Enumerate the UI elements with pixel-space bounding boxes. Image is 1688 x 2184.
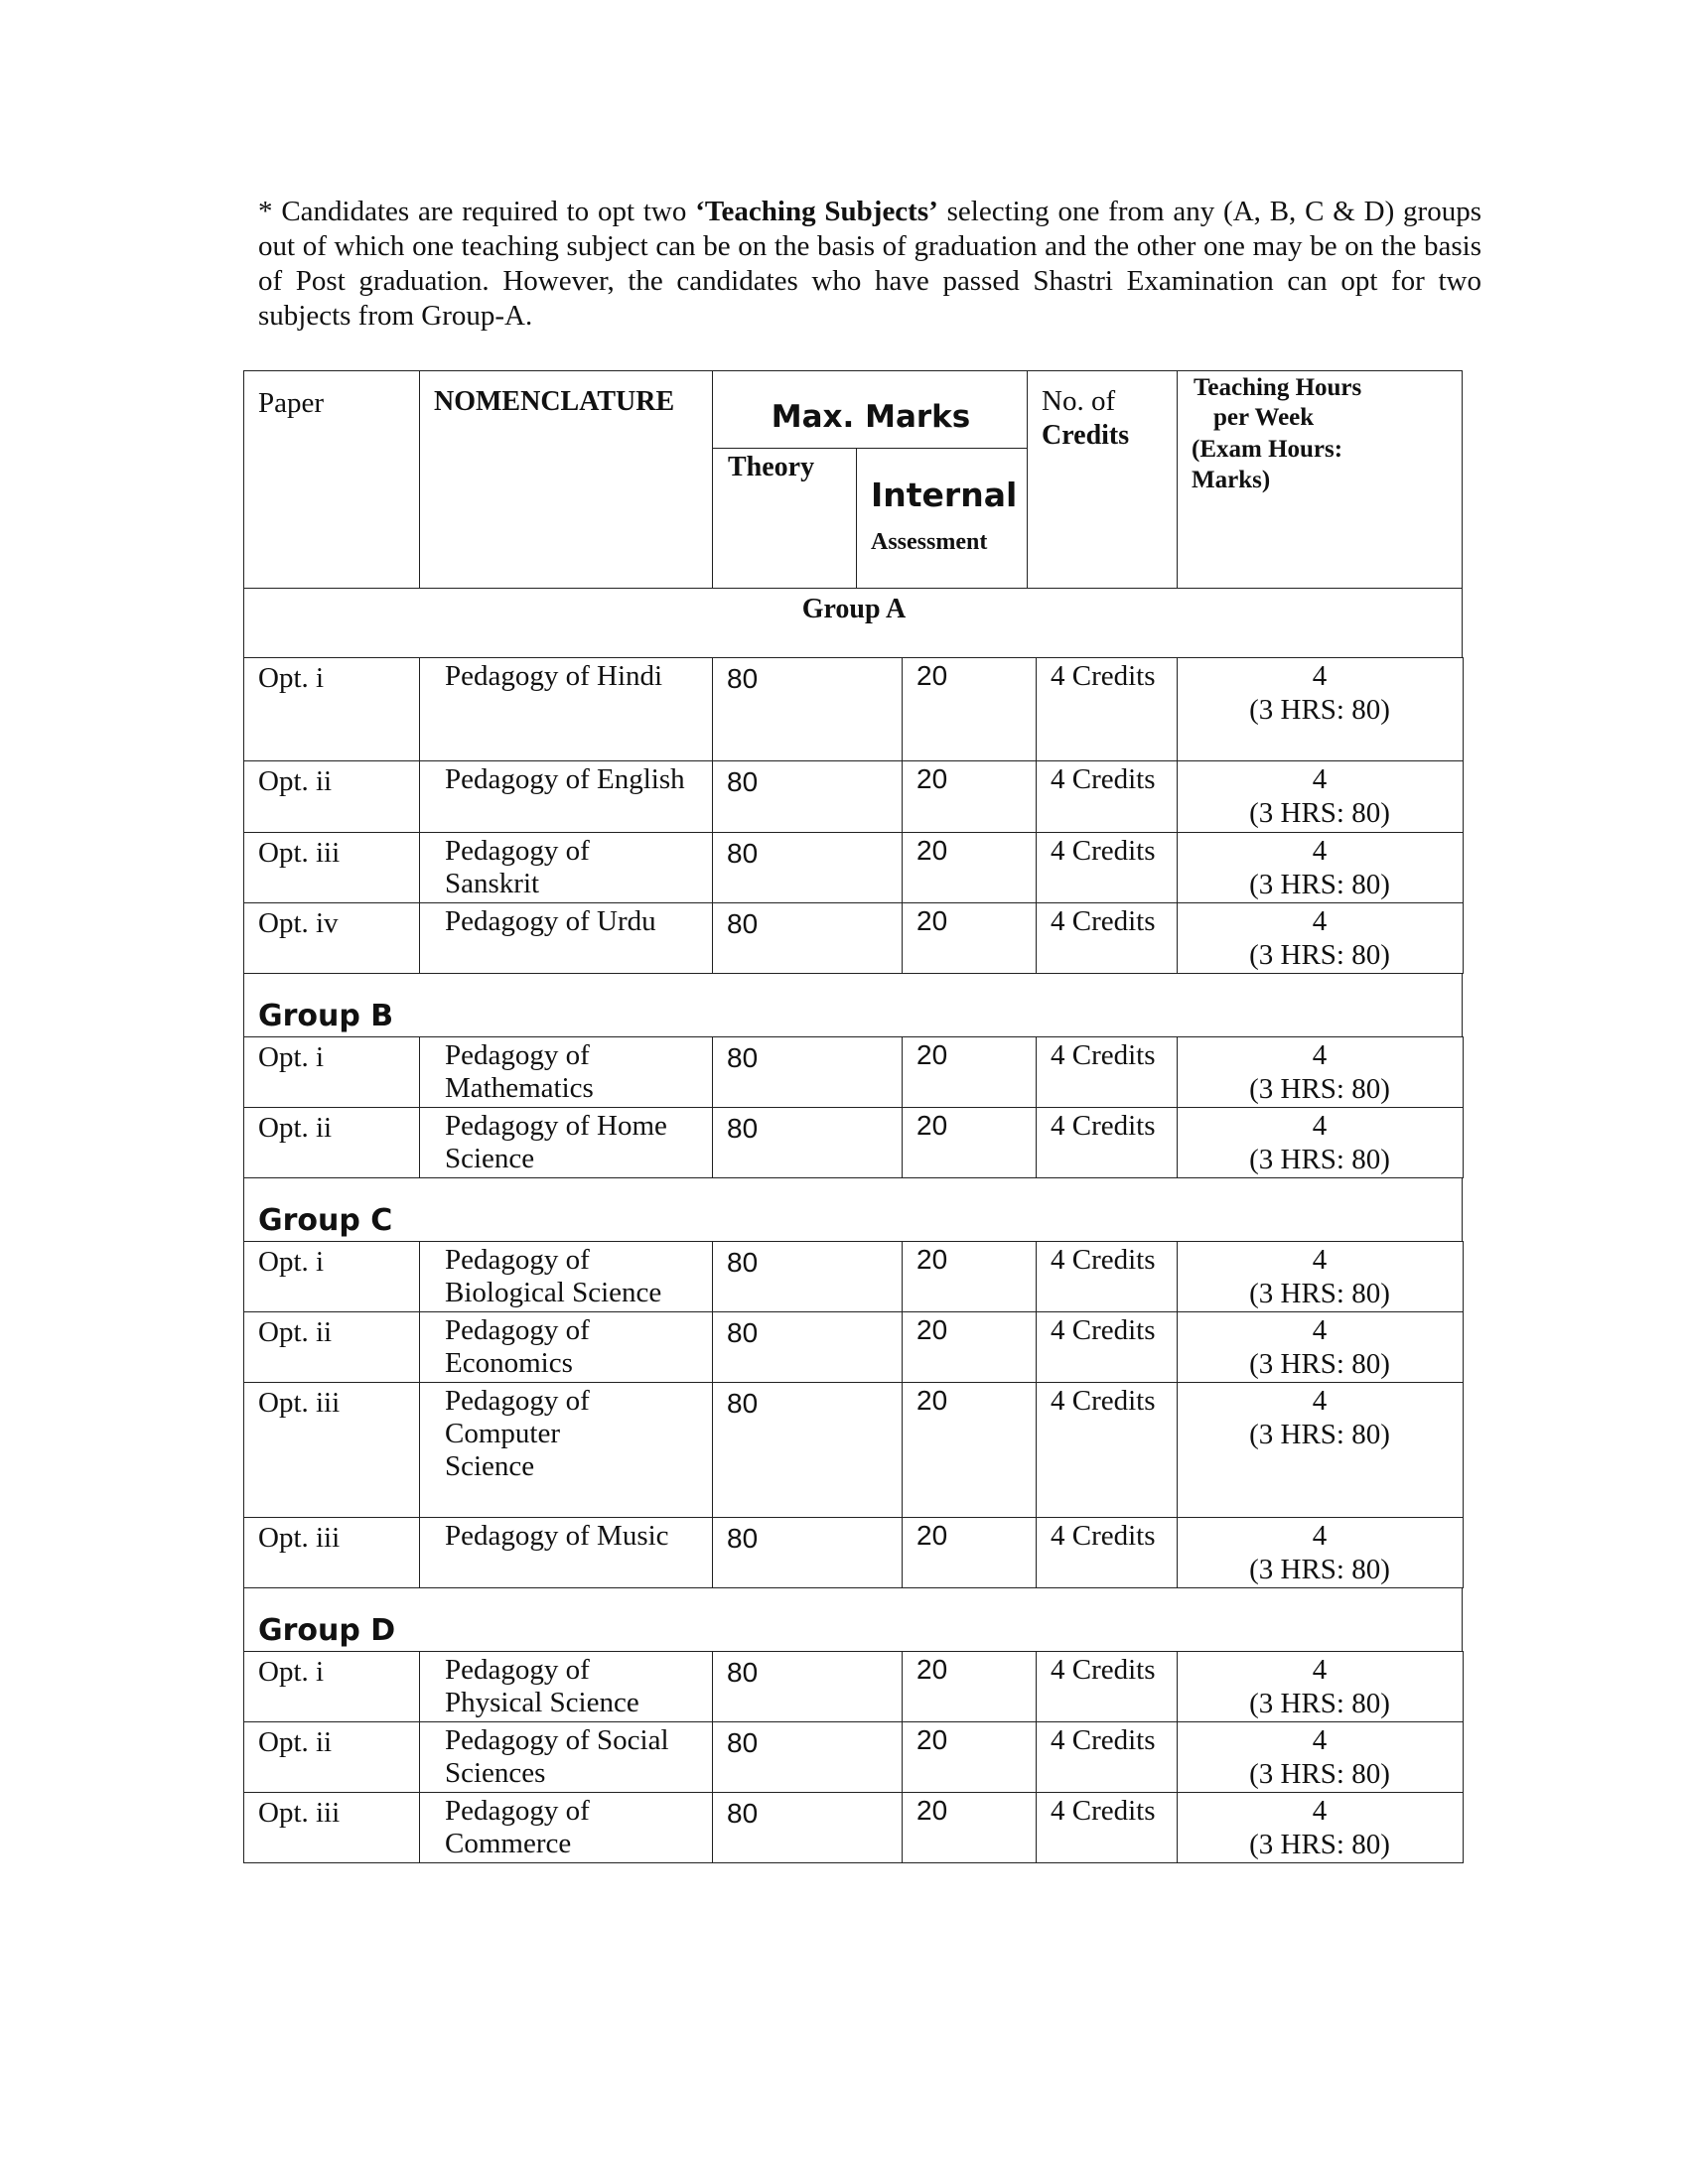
exam-hours: (3 HRS: 80) — [1249, 869, 1390, 900]
header-nomenclature: NOMENCLATURE — [434, 386, 675, 417]
teaching-hours: 4 — [1312, 905, 1328, 937]
credits-value: 4 Credits — [1051, 1654, 1156, 1686]
theory-marks: 80 — [727, 908, 759, 939]
nomenclature-line: Pedagogy of — [445, 1385, 590, 1417]
credits-value: 4 Credits — [1051, 835, 1156, 867]
nomenclature-line: Physical Science — [445, 1687, 639, 1718]
paper-code: Opt. iii — [258, 1797, 341, 1829]
paper-code: Opt. iii — [258, 837, 341, 869]
nomenclature-line: Computer — [445, 1418, 560, 1449]
teaching-hours: 4 — [1312, 1385, 1328, 1417]
nomenclature-line: Sanskrit — [445, 868, 540, 899]
paper-code: Opt. iii — [258, 1387, 341, 1419]
credits-value: 4 Credits — [1051, 905, 1156, 937]
group-label: Group B — [258, 999, 394, 1033]
header-theory: Theory — [728, 452, 815, 482]
theory-marks: 80 — [727, 1317, 759, 1348]
exam-hours: (3 HRS: 80) — [1249, 1073, 1390, 1105]
internal-marks: 20 — [916, 905, 948, 936]
nomenclature-line: Pedagogy of — [445, 1314, 590, 1346]
exam-hours: (3 HRS: 80) — [1249, 1758, 1390, 1790]
exam-hours: (3 HRS: 80) — [1249, 1348, 1390, 1380]
teaching-hours: 4 — [1312, 660, 1328, 692]
internal-marks: 20 — [916, 1039, 948, 1070]
theory-marks: 80 — [727, 663, 759, 694]
nomenclature-line: Pedagogy of Social — [445, 1724, 669, 1756]
theory-marks: 80 — [727, 1523, 759, 1554]
nomenclature-line: Commerce — [445, 1828, 572, 1859]
credits-value: 4 Credits — [1051, 1244, 1156, 1276]
teaching-hours: 4 — [1312, 1244, 1328, 1276]
internal-marks: 20 — [916, 660, 948, 691]
teaching-hours: 4 — [1312, 1724, 1328, 1756]
header-max-marks: Max. Marks — [771, 399, 971, 435]
exam-hours: (3 HRS: 80) — [1249, 1688, 1390, 1719]
nomenclature-line: Pedagogy of Music — [445, 1520, 669, 1552]
nomenclature-line: Pedagogy of Urdu — [445, 905, 656, 937]
nomenclature-line: Pedagogy of Home — [445, 1110, 667, 1142]
internal-marks: 20 — [916, 835, 948, 866]
group-label: Group D — [258, 1613, 396, 1648]
nomenclature-line: Science — [445, 1143, 535, 1174]
teaching-hours: 4 — [1312, 1110, 1328, 1142]
nomenclature-line: Pedagogy of — [445, 1244, 590, 1276]
group-label: Group A — [801, 594, 907, 624]
credits-value: 4 Credits — [1051, 1520, 1156, 1552]
exam-hours: (3 HRS: 80) — [1249, 797, 1390, 829]
internal-marks: 20 — [916, 1795, 948, 1826]
exam-hours: (3 HRS: 80) — [1249, 694, 1390, 726]
header-internal: Internal — [871, 476, 1018, 514]
exam-hours: (3 HRS: 80) — [1249, 1554, 1390, 1585]
internal-marks: 20 — [916, 1385, 948, 1416]
nomenclature-line: Pedagogy of Hindi — [445, 660, 663, 692]
credits-value: 4 Credits — [1051, 1724, 1156, 1756]
nomenclature-line: Science — [445, 1450, 535, 1482]
intro-text-1: * Candidates are required to opt two — [258, 196, 696, 227]
internal-marks: 20 — [916, 1314, 948, 1345]
subjects-table — [244, 371, 1464, 1862]
header-hours-line2: per Week — [1213, 404, 1315, 431]
theory-marks: 80 — [727, 1798, 759, 1829]
paper-code: Opt. i — [258, 1041, 325, 1073]
theory-marks: 80 — [727, 1113, 759, 1144]
nomenclature-line: Mathematics — [445, 1072, 594, 1104]
theory-marks: 80 — [727, 1042, 759, 1073]
credits-value: 4 Credits — [1051, 1110, 1156, 1142]
theory-marks: 80 — [727, 1727, 759, 1758]
exam-hours: (3 HRS: 80) — [1249, 1829, 1390, 1860]
internal-marks: 20 — [916, 1520, 948, 1551]
theory-marks: 80 — [727, 1388, 759, 1419]
credits-value: 4 Credits — [1051, 1385, 1156, 1417]
intro-text-2: selecting one from any (A, B, C & D) groups out of which one teaching subject can be on the basis of graduation and the other one may be on the basis of Post graduation. However, the candidates who have passed Shastri Examination can opt for two subjects from Group-A. — [258, 196, 1482, 332]
header-hours-line3: (Exam Hours: — [1192, 436, 1343, 463]
nomenclature-line: Pedagogy of — [445, 1039, 590, 1071]
nomenclature-line: Pedagogy of — [445, 835, 590, 867]
intro-bold-term: ‘Teaching Subjects’ — [695, 196, 938, 227]
header-credits-line1: No. of — [1042, 385, 1116, 417]
credits-value: 4 Credits — [1051, 1795, 1156, 1827]
header-internal-cell — [856, 448, 1028, 589]
nomenclature-line: Economics — [445, 1347, 573, 1379]
paper-code: Opt. ii — [258, 1112, 333, 1144]
group-header-row — [243, 1587, 1463, 1652]
intro-paragraph — [258, 195, 1481, 334]
exam-hours: (3 HRS: 80) — [1249, 1144, 1390, 1175]
paper-code: Opt. i — [258, 662, 325, 694]
exam-hours: (3 HRS: 80) — [1249, 1419, 1390, 1450]
group-header-row — [243, 973, 1463, 1037]
nomenclature-line: Pedagogy of — [445, 1795, 590, 1827]
nomenclature-line: Pedagogy of English — [445, 763, 685, 795]
internal-marks: 20 — [916, 1654, 948, 1685]
paper-code: Opt. ii — [258, 1726, 333, 1758]
teaching-hours: 4 — [1312, 835, 1328, 867]
internal-marks: 20 — [916, 1110, 948, 1141]
theory-marks: 80 — [727, 1247, 759, 1278]
paper-code: Opt. i — [258, 1656, 325, 1688]
nomenclature-line: Sciences — [445, 1757, 546, 1789]
credits-value: 4 Credits — [1051, 1039, 1156, 1071]
nomenclature-line: Pedagogy of — [445, 1654, 590, 1686]
header-credits-line2: Credits — [1042, 420, 1130, 451]
header-hours-line1: Teaching Hours — [1194, 374, 1362, 401]
header-paper: Paper — [258, 387, 325, 419]
header-hours-line4: Marks) — [1192, 467, 1271, 493]
paper-code: Opt. ii — [258, 1316, 333, 1348]
group-header-row — [243, 1177, 1463, 1242]
theory-marks: 80 — [727, 766, 759, 797]
credits-value: 4 Credits — [1051, 763, 1156, 795]
internal-marks: 20 — [916, 1724, 948, 1755]
teaching-hours: 4 — [1312, 1520, 1328, 1552]
teaching-hours: 4 — [1312, 763, 1328, 795]
theory-marks: 80 — [727, 838, 759, 869]
teaching-hours: 4 — [1312, 1039, 1328, 1071]
teaching-hours: 4 — [1312, 1795, 1328, 1827]
theory-marks: 80 — [727, 1657, 759, 1688]
credits-value: 4 Credits — [1051, 1314, 1156, 1346]
exam-hours: (3 HRS: 80) — [1249, 939, 1390, 971]
paper-code: Opt. ii — [258, 765, 333, 797]
internal-marks: 20 — [916, 1244, 948, 1275]
group-label: Group C — [258, 1203, 393, 1238]
internal-marks: 20 — [916, 763, 948, 794]
teaching-hours: 4 — [1312, 1654, 1328, 1686]
teaching-hours: 4 — [1312, 1314, 1328, 1346]
exam-hours: (3 HRS: 80) — [1249, 1278, 1390, 1309]
nomenclature-line: Biological Science — [445, 1277, 662, 1308]
credits-value: 4 Credits — [1051, 660, 1156, 692]
paper-code: Opt. i — [258, 1246, 325, 1278]
paper-code: Opt. iv — [258, 907, 339, 939]
paper-code: Opt. iii — [258, 1522, 341, 1554]
header-assessment: Assessment — [871, 529, 988, 555]
